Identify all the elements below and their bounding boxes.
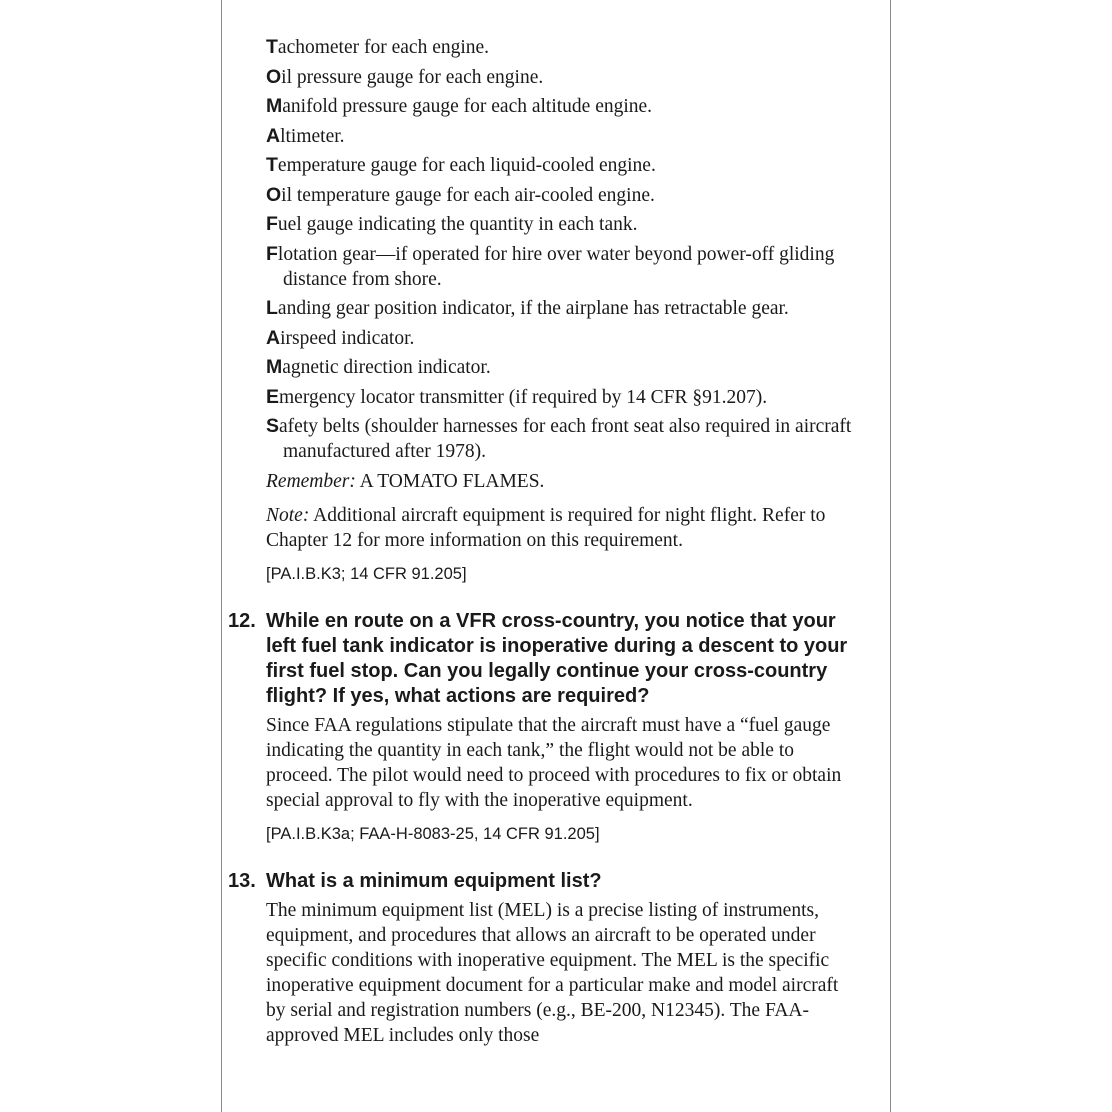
mnemonic-letter: M: [266, 95, 283, 117]
answer-text: The minimum equipment list (MEL) is a precise listing of instruments, equipment, and procedures that allows an aircraft to be operated under specific conditions with inoperative equipment. The MEL is the specific inoperative equipment document for a particular make and model aircraft by serial and registration numbers (e.g., BE-200, N12345). The FAA-approved MEL includes only those: [266, 899, 839, 1046]
list-item-text: lotation gear—if operated for hire over water beyond power-off gliding distance from shore.: [277, 243, 835, 290]
list-item: [266, 65, 856, 90]
mnemonic-letter: T: [266, 154, 278, 176]
page-content: [228, 35, 856, 1048]
mnemonic-letter: T: [266, 36, 278, 58]
remember-label: Remember:: [266, 470, 356, 492]
mnemonic-letter: F: [266, 242, 278, 265]
list-item: [266, 94, 856, 119]
list-item: [266, 414, 856, 464]
question-number: 12.: [228, 609, 256, 632]
list-item-text: mergency locator transmitter (if required by 14 CFR §91.207).: [279, 386, 768, 408]
note-paragraph: [266, 503, 856, 553]
reference-citation: [PA.I.B.K3a; FAA-H-8083-25, 14 CFR 91.205]: [266, 824, 600, 843]
list-item: [266, 385, 856, 410]
list-item-text: anifold pressure gauge for each altitude engine.: [282, 96, 653, 117]
list-item-text: emperature gauge for each liquid-cooled engine.: [277, 155, 656, 176]
note-label: Note:: [266, 504, 310, 526]
list-item-text: agnetic direction indicator.: [282, 357, 491, 378]
list-item-text: uel gauge indicating the quantity in each tank.: [277, 214, 638, 235]
question-13: [228, 869, 856, 1048]
mnemonic-letter: E: [266, 385, 280, 408]
question-number: 13.: [228, 869, 256, 892]
list-item: [266, 35, 856, 60]
mnemonic-letter: A: [266, 326, 281, 349]
list-item: [266, 355, 856, 380]
list-item: [266, 326, 856, 351]
equipment-list: [266, 35, 856, 464]
book-page: [221, 0, 891, 1112]
list-item-text: ltimeter.: [280, 125, 345, 147]
list-item: [266, 212, 856, 237]
mnemonic-letter: L: [266, 297, 278, 319]
list-item-text: achometer for each engine.: [277, 37, 490, 58]
remember-line: [266, 469, 856, 494]
list-item: [266, 296, 856, 321]
list-item-text: il pressure gauge for each engine.: [281, 66, 544, 88]
question-12: [228, 609, 856, 845]
list-item: [266, 153, 856, 178]
question-text: While en route on a VFR cross-country, you notice that your left fuel tank indicator is inoperative during a descent to your first fuel stop. Can you legally continue your cross-country flight? If yes, what actions are required?: [266, 609, 848, 707]
list-item-text: il temperature gauge for each air-cooled engine.: [281, 184, 655, 206]
note-text: Additional aircraft equipment is required for night flight. Refer to Chapter 12 for more information on this requirement.: [266, 504, 826, 551]
list-item: [266, 242, 856, 292]
mnemonic-letter: O: [266, 183, 282, 206]
list-item: [266, 183, 856, 208]
mnemonic-letter: O: [266, 65, 282, 88]
mnemonic-letter: M: [266, 356, 283, 378]
list-item: [266, 124, 856, 149]
list-item-text: irspeed indicator.: [280, 327, 415, 349]
reference-citation: [PA.I.B.K3; 14 CFR 91.205]: [266, 564, 467, 583]
answer-text: Since FAA regulations stipulate that the aircraft must have a “fuel gauge indicating the quantity in each tank,” the flight would not be able to proceed. The pilot would need to proceed with procedures to fix or obtain special approval to fly with the inoperative equipment.: [266, 714, 842, 811]
mnemonic-letter: F: [266, 213, 278, 235]
remember-text: A TOMATO FLAMES.: [355, 470, 545, 492]
question-text: What is a minimum equipment list?: [266, 869, 602, 892]
list-item-text: anding gear position indicator, if the airplane has retractable gear.: [277, 298, 789, 319]
list-item-text: afety belts (shoulder harnesses for each front seat also required in aircraft manufactured after 1978).: [279, 416, 852, 462]
mnemonic-letter: S: [266, 415, 280, 437]
mnemonic-letter: A: [266, 124, 281, 147]
